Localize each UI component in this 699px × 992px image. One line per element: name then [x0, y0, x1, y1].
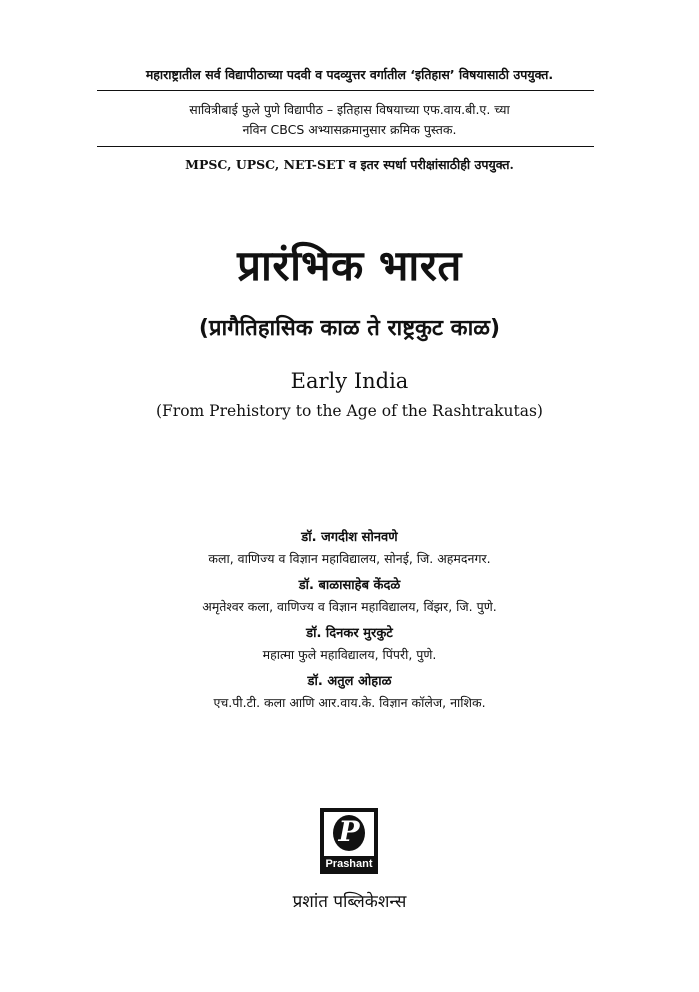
header-line-1: महाराष्ट्रातील सर्व विद्यापीठाच्या पदवी व पदव्युत्तर वर्गातील ‘इतिहास’ विषयासाठी उपयुक्त.: [145, 67, 554, 82]
author-affiliation-1: कला, वाणिज्य व विज्ञान महाविद्यालय, सोनई, जि. अहमदनगर.: [208, 551, 491, 566]
prashant-logo-icon: [320, 808, 378, 874]
publisher-name: प्रशांत पब्लिकेशन्स: [292, 892, 407, 912]
author-name-2: डॉ. बाळासाहेब केंदळे: [298, 578, 401, 593]
book-subtitle-marathi: (प्रागैतिहासिक काळ ते राष्ट्रकुट काळ): [198, 316, 501, 341]
header-line-2b: नविन CBCS अभ्यासक्रमानुसार क्रमिक पुस्तक.: [242, 122, 457, 137]
header-line-3: MPSC, UPSC, NET-SET व इतर स्पर्धा परीक्षांसाठीही उपयुक्त.: [185, 157, 514, 172]
author-affiliation-4: एच.पी.टी. कला आणि आर.वाय.के. विज्ञान कॉलेज, नाशिक.: [213, 695, 486, 710]
author-name-3: डॉ. दिनकर मुरकुटे: [306, 626, 393, 641]
header-line-2: [0, 100, 699, 140]
book-subtitle-english: (From Prehistory to the Age of the Rashtrakutas): [156, 402, 543, 420]
logo-letter: P: [338, 815, 360, 848]
header-divider-top: [97, 90, 594, 91]
book-title-english: Early India: [290, 369, 409, 393]
author-name-1: डॉ. जगदीश सोनवणे: [301, 530, 398, 545]
author-name-4: डॉ. अतुल ओहाळ: [307, 674, 392, 689]
author-affiliation-3: महात्मा फुले महाविद्यालय, पिंपरी, पुणे.: [262, 647, 437, 662]
book-title-marathi: प्रारंभिक भारत: [237, 241, 462, 290]
header-line-2a: सावित्रीबाई फुले पुणे विद्यापीठ – इतिहास विषयाच्या एफ.वाय.बी.ए. च्या: [189, 102, 510, 117]
author-affiliation-2: अमृतेश्वर कला, वाणिज्य व विज्ञान महाविद्यालय, विंझर, जि. पुणे.: [202, 599, 497, 614]
logo-wordmark: Prashant: [325, 858, 373, 870]
header-divider-bottom: [97, 146, 594, 147]
logo-emblem: [324, 812, 374, 856]
